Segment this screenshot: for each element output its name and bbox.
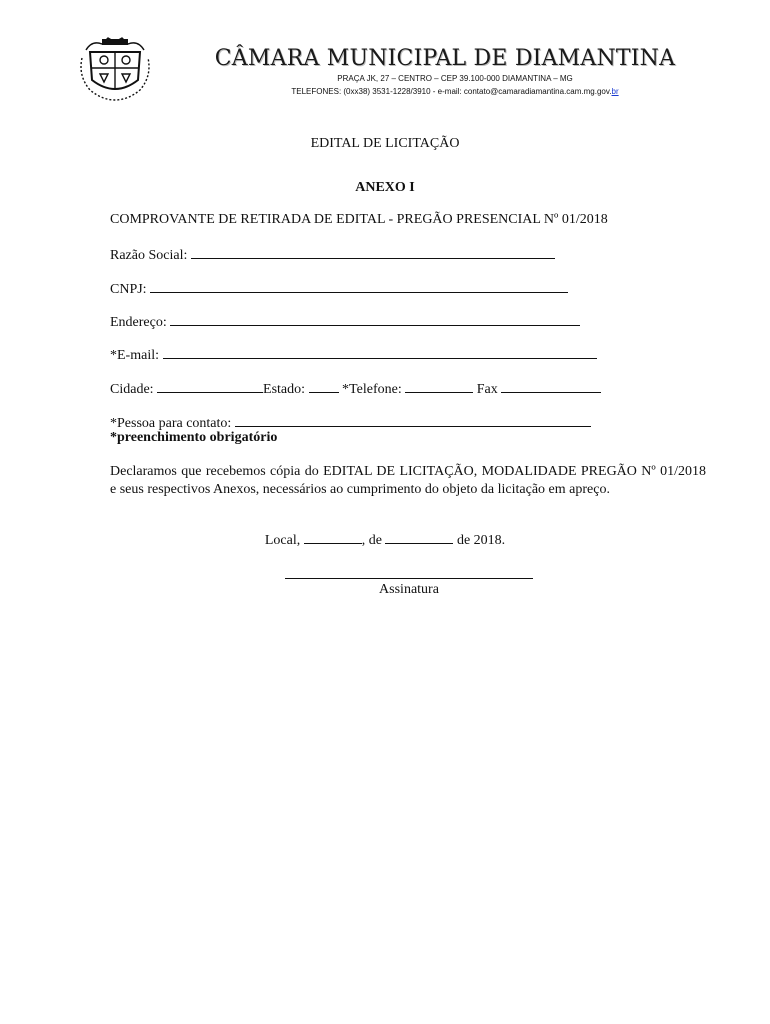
signature-label: Assinatura (379, 582, 439, 597)
organization-address: PRAÇA JK, 27 – CENTRO – CEP 39.100-000 DIAMANTINA – MG (337, 74, 573, 83)
date-blank[interactable] (385, 531, 453, 544)
email-field (110, 346, 597, 364)
annex-title: ANEXO I (355, 180, 415, 195)
cidade-blank[interactable] (157, 380, 263, 393)
declaration-paragraph: Declaramos que recebemos cópia do EDITAL DE LICITAÇÃO, MODALIDADE PREGÃO Nº 01/2018 e seus respectivos Anexos, necessários ao cumprimento do objeto da licitação em apreço. (110, 464, 706, 497)
endereco-blank[interactable] (170, 313, 580, 326)
razao-social-label: Razão Social: (110, 248, 188, 263)
email-label: *E-mail: (110, 348, 159, 363)
local-blank[interactable] (304, 531, 362, 544)
cnpj-blank[interactable] (150, 280, 568, 293)
email-domain-link[interactable]: br (611, 87, 619, 96)
razao-social-blank[interactable] (191, 246, 555, 259)
signature-line[interactable] (285, 578, 533, 579)
contact-text: TELEFONES: (0xx38) 3531-1228/3910 - e-mail: contato@camaradiamantina.cam.mg.gov. (291, 87, 612, 96)
telefone-label: *Telefone: (342, 382, 402, 397)
organization-contact (180, 87, 730, 96)
endereco-field (110, 313, 580, 331)
municipal-seal-icon (78, 36, 152, 102)
email-blank[interactable] (163, 346, 597, 359)
telefone-blank[interactable] (405, 380, 473, 393)
cidade-label: Cidade: (110, 382, 154, 397)
fax-label: Fax (476, 382, 498, 397)
estado-blank[interactable] (309, 380, 339, 393)
document-title: EDITAL DE LICITAÇÃO (310, 136, 460, 151)
cnpj-label: CNPJ: (110, 282, 147, 297)
razao-social-field (110, 246, 555, 264)
letterhead (0, 30, 770, 110)
cnpj-field (110, 280, 568, 298)
cidade-estado-telefone-row (110, 380, 601, 398)
de-label: , de (361, 533, 382, 548)
estado-label: Estado: (263, 382, 306, 397)
fax-blank[interactable] (501, 380, 601, 393)
required-note: *preenchimento obrigatório (110, 430, 278, 445)
contato-label: *Pessoa para contato: (110, 416, 232, 431)
organization-name: CÂMARA MUNICIPAL DE DIAMANTINA (214, 46, 676, 71)
local-label: Local, (264, 533, 301, 548)
endereco-label: Endereço: (110, 315, 167, 330)
contato-blank[interactable] (235, 414, 591, 427)
local-date-line (0, 531, 770, 549)
receipt-heading: COMPROVANTE DE RETIRADA DE EDITAL - PREGÃO PRESENCIAL Nº 01/2018 (110, 212, 608, 227)
year-text: de 2018. (456, 533, 506, 548)
